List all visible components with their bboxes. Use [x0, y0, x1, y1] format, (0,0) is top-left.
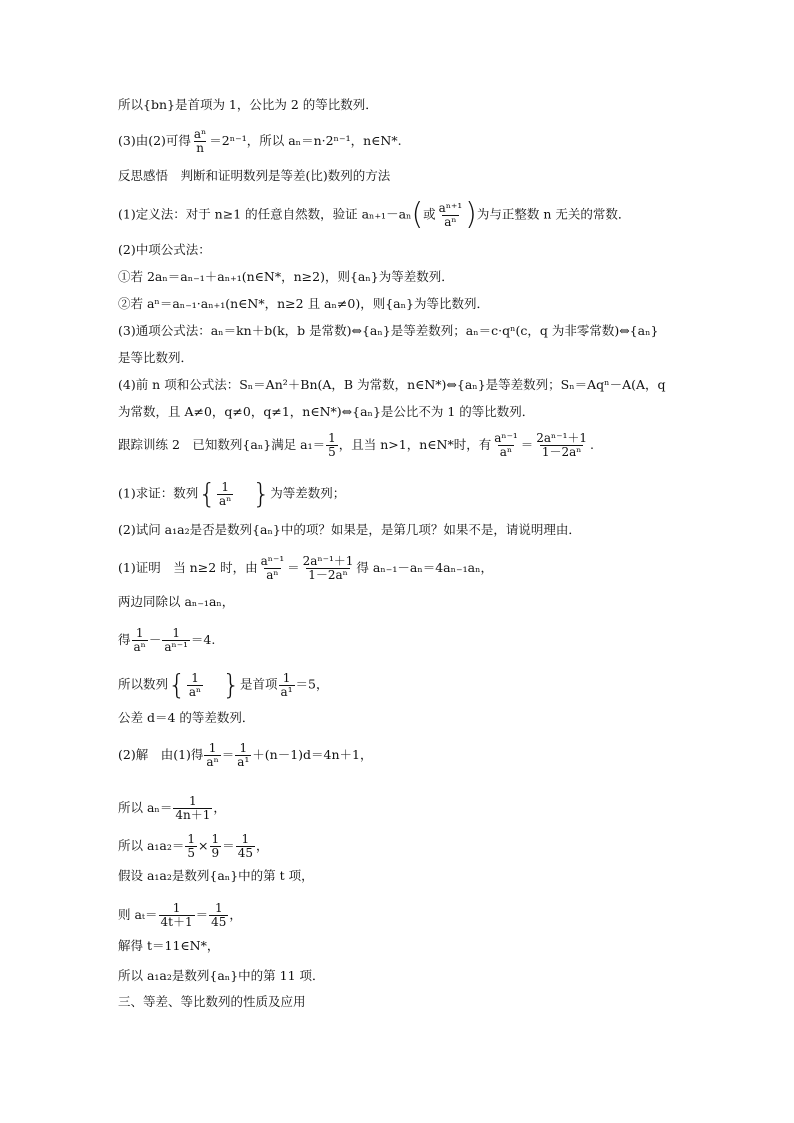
text-line-19: 公差 d＝4 的等差数列． [118, 710, 255, 725]
numerator: aⁿ⁻¹ [494, 431, 518, 445]
numerator: 1 [214, 901, 223, 915]
denominator: 4t＋1 [160, 915, 193, 929]
text: 所以 a₁a₂＝ [118, 838, 185, 853]
denominator: 5 [328, 445, 336, 459]
fraction [217, 481, 233, 508]
denominator: a¹ [237, 755, 250, 769]
text: ，且当 n>1，n∈N*时，有 [338, 437, 492, 452]
text-line-11: 为常数，且 A≠0，q≠0，q≠1，n∈N*)⇔{aₙ}是公比不为 1 的等比数列． [118, 404, 535, 419]
denominator: 9 [211, 846, 220, 860]
text-line-12 [118, 432, 594, 459]
right-brace: } [222, 668, 241, 701]
text-line-23: 假设 a₁a₂是数列{aₙ}中的第 t 项， [118, 868, 314, 883]
text-line-7: ②若 aⁿ＝aₙ₋₁·aₙ₊₁(n∈N*，n≥2 且 aₙ≠0)，则{aₙ}为等比数列． [118, 296, 489, 311]
right-paren: ) [465, 197, 477, 232]
text: 或 [423, 206, 436, 222]
text: . [590, 437, 594, 452]
text-line-8: (3)通项公式法：aₙ＝kn＋b(k，b 是常数)⇔{aₙ}是等差数列；aₙ＝c·qⁿ(c，q 为非零常数)⇔{aₙ} [118, 323, 659, 338]
denominator: aⁿ [499, 445, 513, 459]
numerator: 1 [241, 832, 250, 846]
numerator: aⁿ⁺¹ [438, 200, 463, 215]
text-line-25: 解得 t＝11∈N*， [118, 938, 220, 953]
numerator: 1 [187, 832, 196, 846]
text: ＝ [520, 437, 534, 452]
text: (1)证明 当 n≥2 时，由 [118, 560, 258, 575]
fraction [209, 902, 228, 929]
numerator: 1 [208, 741, 217, 755]
fraction [132, 627, 148, 654]
text: ， [213, 800, 226, 815]
denominator: 4n＋1 [175, 808, 211, 822]
numerator: 1 [135, 626, 144, 640]
text: ， [255, 838, 269, 853]
right-brace: } [252, 477, 271, 510]
text: ＝ [287, 560, 300, 575]
text: (3)由(2)可得 [118, 133, 191, 148]
text-line-4 [118, 197, 631, 232]
denominator: 1－2aⁿ [541, 445, 582, 459]
numerator: 1 [191, 670, 199, 685]
denominator: aⁿ [188, 684, 202, 699]
fraction [326, 432, 338, 459]
numerator: 1 [211, 832, 220, 846]
text: ＝2ⁿ⁻¹，所以 aₙ＝n·2ⁿ⁻¹，n∈N*. [209, 133, 402, 148]
text: ＝5， [295, 676, 329, 692]
text: － [148, 632, 162, 647]
fraction [210, 833, 222, 860]
text: ＋(n－1)d＝4n＋1， [252, 747, 373, 762]
numerator: aⁿ [193, 127, 207, 141]
left-brace: { [198, 477, 217, 510]
text-line-24 [118, 902, 242, 929]
text-line-14: (2)试问 a₁a₂是否是数列{aₙ}中的项？如果是，是第几项？如果不是，请说明理由． [118, 522, 581, 537]
denominator: 45 [237, 846, 253, 860]
denominator: aⁿ [266, 568, 279, 582]
fraction [162, 627, 190, 654]
denominator: 45 [211, 915, 227, 929]
numerator: 1 [239, 741, 248, 755]
numerator: 1 [172, 901, 181, 915]
fraction [301, 555, 356, 582]
text: 则 aₜ＝ [118, 907, 158, 922]
text-line-10: (4)前 n 项和公式法：Sₙ＝An²＋Bn(A，B 为常数，n∈N*)⇔{aₙ}是等差数列；Sₙ＝Aqⁿ－A(A，q [118, 377, 666, 392]
fraction [187, 672, 203, 699]
numerator: 1 [189, 794, 197, 808]
fraction [236, 833, 255, 860]
text: 得 [118, 632, 131, 647]
denominator: n [196, 141, 204, 155]
text-line-16: 两边同除以 aₙ₋₁aₙ， [118, 594, 235, 609]
left-paren: ( [411, 197, 424, 232]
text: (1)定义法：对于 n≥1 的任意自然数，验证 aₙ₊₁－aₙ [118, 206, 412, 222]
text-line-13 [118, 477, 346, 510]
text: × [198, 838, 209, 853]
text: 为等差数列； [270, 485, 346, 501]
denominator: aⁿ [133, 640, 146, 654]
denominator: aⁿ⁻¹ [164, 640, 188, 654]
section-heading-reflection: 反思感悟 判断和证明数列是等差(比)数列的方法 [118, 168, 391, 183]
text-line-21 [118, 795, 226, 822]
left-brace: { [168, 668, 186, 701]
text-line-26: 所以 a₁a₂是数列{aₙ}中的第 11 项． [118, 968, 325, 983]
numerator: 1 [328, 431, 336, 445]
text-line-20 [118, 742, 372, 769]
fraction [192, 128, 208, 155]
numerator: 1 [221, 479, 230, 494]
text-line-6: ①若 2aₙ＝aₙ₋₁＋aₙ₊₁(n∈N*，n≥2)，则{aₙ}为等差数列． [118, 269, 454, 284]
numerator: 1 [282, 670, 291, 685]
fraction [279, 672, 295, 699]
denominator: a¹ [280, 684, 293, 699]
text: 所以数列 [118, 676, 169, 692]
fraction [437, 202, 465, 229]
text-line-2 [118, 128, 402, 155]
text: ＝ [222, 838, 235, 853]
text-line-17 [118, 627, 215, 654]
text: (1)求证：数列 [118, 485, 199, 501]
denominator: aⁿ [206, 755, 219, 769]
fraction [492, 432, 520, 459]
text: 为与正整数 n 无关的常数． [476, 206, 631, 222]
text-line-1: 所以{bn}是首项为 1，公比为 2 的等比数列． [118, 97, 378, 112]
fraction [173, 795, 212, 822]
denominator: aⁿ [219, 493, 232, 508]
denominator: 5 [187, 846, 196, 860]
text: ， [229, 907, 242, 922]
numerator: 1 [172, 626, 180, 640]
numerator: aⁿ⁻¹ [260, 554, 285, 568]
text: ＝4. [190, 632, 216, 647]
denominator: 1－2aⁿ [308, 568, 348, 582]
numerator: 2aⁿ⁻¹＋1 [536, 431, 588, 445]
text-line-5: (2)中项公式法： [118, 242, 211, 257]
denominator: aⁿ [444, 214, 457, 229]
text-line-15 [118, 555, 493, 582]
fraction [204, 742, 220, 769]
fraction [534, 432, 589, 459]
fraction [235, 742, 251, 769]
text: 得 aₙ₋₁－aₙ＝4aₙ₋₁aₙ， [356, 560, 494, 575]
numerator: 2aⁿ⁻¹＋1 [302, 554, 354, 568]
fraction [185, 833, 197, 860]
text: 跟踪训练 2 已知数列{aₙ}满足 a₁＝ [118, 437, 326, 452]
text-line-9: 是等比数列． [118, 350, 194, 365]
text: 所以 aₙ＝ [118, 800, 173, 815]
text: 是首项 [240, 676, 278, 692]
text-line-22 [118, 833, 268, 860]
text: (2)解 由(1)得 [118, 747, 204, 762]
section-heading-3: 三、等差、等比数列的性质及应用 [118, 994, 306, 1009]
fraction [259, 555, 287, 582]
text: ＝ [221, 747, 235, 762]
text: ＝ [195, 907, 209, 922]
text-line-18 [118, 668, 329, 701]
fraction [159, 902, 195, 929]
